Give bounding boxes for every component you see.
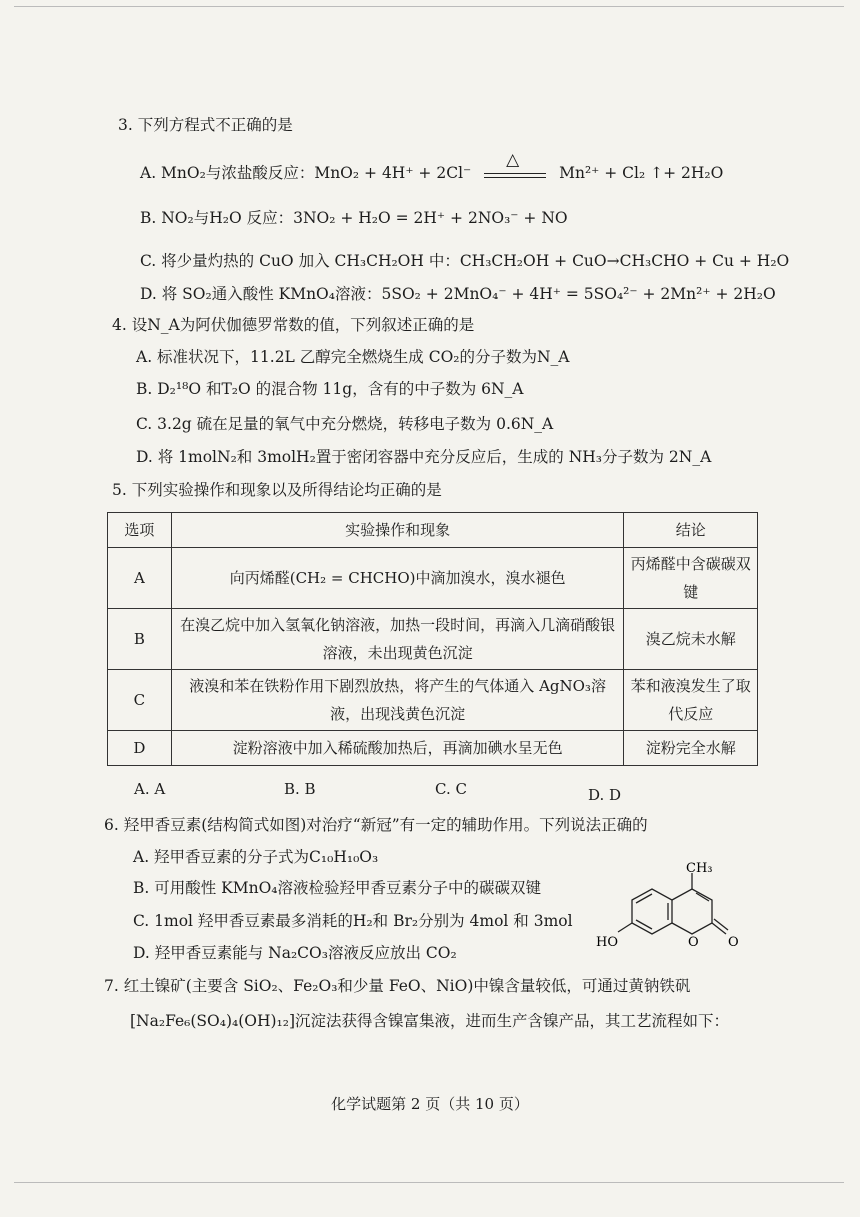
q3-option-a	[140, 150, 724, 184]
q3-stem: 3. 下列方程式不正确的是	[118, 116, 293, 134]
row-a-operation: 向丙烯醛(CH₂ = CHCHO)中滴加溴水，溴水褪色	[171, 548, 624, 609]
q5-choice-d: D. D	[588, 786, 622, 804]
pyranone-ring	[672, 889, 712, 934]
table-row	[108, 548, 758, 609]
q6-stem: 6. 羟甲香豆素(结构简式如图)对治疗“新冠”有一定的辅助作用。下列说法正确的	[104, 816, 648, 834]
methyl-label: CH₃	[686, 861, 713, 876]
q3-option-d: D. 将 SO₂通入酸性 KMnO₄溶液：5SO₂ + 2MnO₄⁻ + 4H⁺ = 5SO₄²⁻ + 2Mn²⁺ + 2H₂O	[140, 285, 776, 303]
row-c-option: C	[108, 670, 172, 731]
row-b-operation: 在溴乙烷中加入氢氧化钠溶液，加热一段时间，再滴入几滴硝酸银溶液，未出现黄色沉淀	[171, 609, 624, 670]
q5-choice-b: B. B	[284, 780, 316, 798]
q6-option-d: D. 羟甲香豆素能与 Na₂CO₃溶液反应放出 CO₂	[133, 944, 457, 962]
bottom-edge	[14, 1182, 844, 1183]
header-option: 选项	[108, 513, 172, 548]
q6-option-a: A. 羟甲香豆素的分子式为C₁₀H₁₀O₃	[133, 848, 379, 866]
q3-option-b: B. NO₂与H₂O 反应：3NO₂ + H₂O = 2H⁺ + 2NO₃⁻ + NO	[140, 209, 568, 227]
q6-option-b: B. 可用酸性 KMnO₄溶液检验羟甲香豆素分子中的碳碳双键	[133, 879, 542, 897]
row-c-operation: 液溴和苯在铁粉作用下剧烈放热，将产生的气体通入 AgNO₃溶液，出现浅黄色沉淀	[171, 670, 624, 731]
q5-stem: 5. 下列实验操作和现象以及所得结论均正确的是	[112, 481, 442, 499]
hydroxyl-label: HO	[596, 935, 618, 950]
row-d-operation: 淀粉溶液中加入稀硫酸加热后，再滴加碘水呈无色	[171, 731, 624, 766]
header-operation: 实验操作和现象	[171, 513, 624, 548]
row-d-option: D	[108, 731, 172, 766]
q3-a-eq-right: Mn²⁺ + Cl₂ ↑+ 2H₂O	[559, 164, 724, 182]
q4-option-c: C. 3.2g 硫在足量的氧气中充分燃烧，转移电子数为 0.6N_A	[136, 415, 554, 433]
q3-a-eq-left: MnO₂ + 4H⁺ + 2Cl⁻	[314, 164, 472, 182]
q4-option-b: B. D₂¹⁸O 和T₂O 的混合物 11g，含有的中子数为 6N_A	[136, 380, 524, 398]
q4-stem: 4. 设N_A为阿伏伽德罗常数的值，下列叙述正确的是	[112, 316, 475, 334]
table-row	[108, 670, 758, 731]
q7-line-2: [Na₂Fe₆(SO₄)₄(OH)₁₂]沉淀法获得含镍富集液，进而生产含镍产品，其工艺流程如下：	[130, 1012, 729, 1030]
row-b-option: B	[108, 609, 172, 670]
row-d-conclusion: 淀粉完全水解	[624, 731, 758, 766]
hymecromone-structure	[590, 860, 760, 960]
row-a-option: A	[108, 548, 172, 609]
top-edge	[14, 6, 844, 7]
q7-line-1: 7. 红土镍矿(主要含 SiO₂、Fe₂O₃和少量 FeO、NiO)中镍含量较低，可通过黄钠铁矾	[104, 977, 691, 995]
q3-a-condition-arrow	[484, 150, 546, 181]
row-b-conclusion: 溴乙烷未水解	[624, 609, 758, 670]
header-conclusion: 结论	[624, 513, 758, 548]
table-row	[108, 609, 758, 670]
benzene-ring	[632, 889, 672, 934]
q3-a-label: A. MnO₂与浓盐酸反应：	[140, 164, 315, 182]
q3-a-heat-sign: △	[506, 150, 520, 170]
q5-choice-c: C. C	[435, 780, 467, 798]
page-footer: 化学试题第 2 页（共 10 页）	[331, 1095, 529, 1113]
row-a-conclusion: 丙烯醛中含碳碳双键	[624, 548, 758, 609]
q6-option-c: C. 1mol 羟甲香豆素最多消耗的H₂和 Br₂分别为 4mol 和 3mol	[133, 912, 573, 930]
q5-table	[107, 512, 758, 766]
table-row	[108, 731, 758, 766]
ring-oxygen-label: O	[688, 935, 699, 950]
q4-option-d: D. 将 1molN₂和 3molH₂置于密闭容器中充分反应后，生成的 NH₃分子数为 2N_A	[136, 448, 712, 466]
q3-option-c: C. 将少量灼热的 CuO 加入 CH₃CH₂OH 中：CH₃CH₂OH + CuO→CH₃CHO + Cu + H₂O	[140, 252, 790, 270]
table-header-row	[108, 513, 758, 548]
q4-option-a: A. 标准状况下，11.2L 乙醇完全燃烧生成 CO₂的分子数为N_A	[136, 348, 570, 366]
carbonyl-oxygen-label: O	[728, 935, 739, 950]
q5-choice-a: A. A	[134, 780, 166, 798]
row-c-conclusion: 苯和液溴发生了取代反应	[624, 670, 758, 731]
